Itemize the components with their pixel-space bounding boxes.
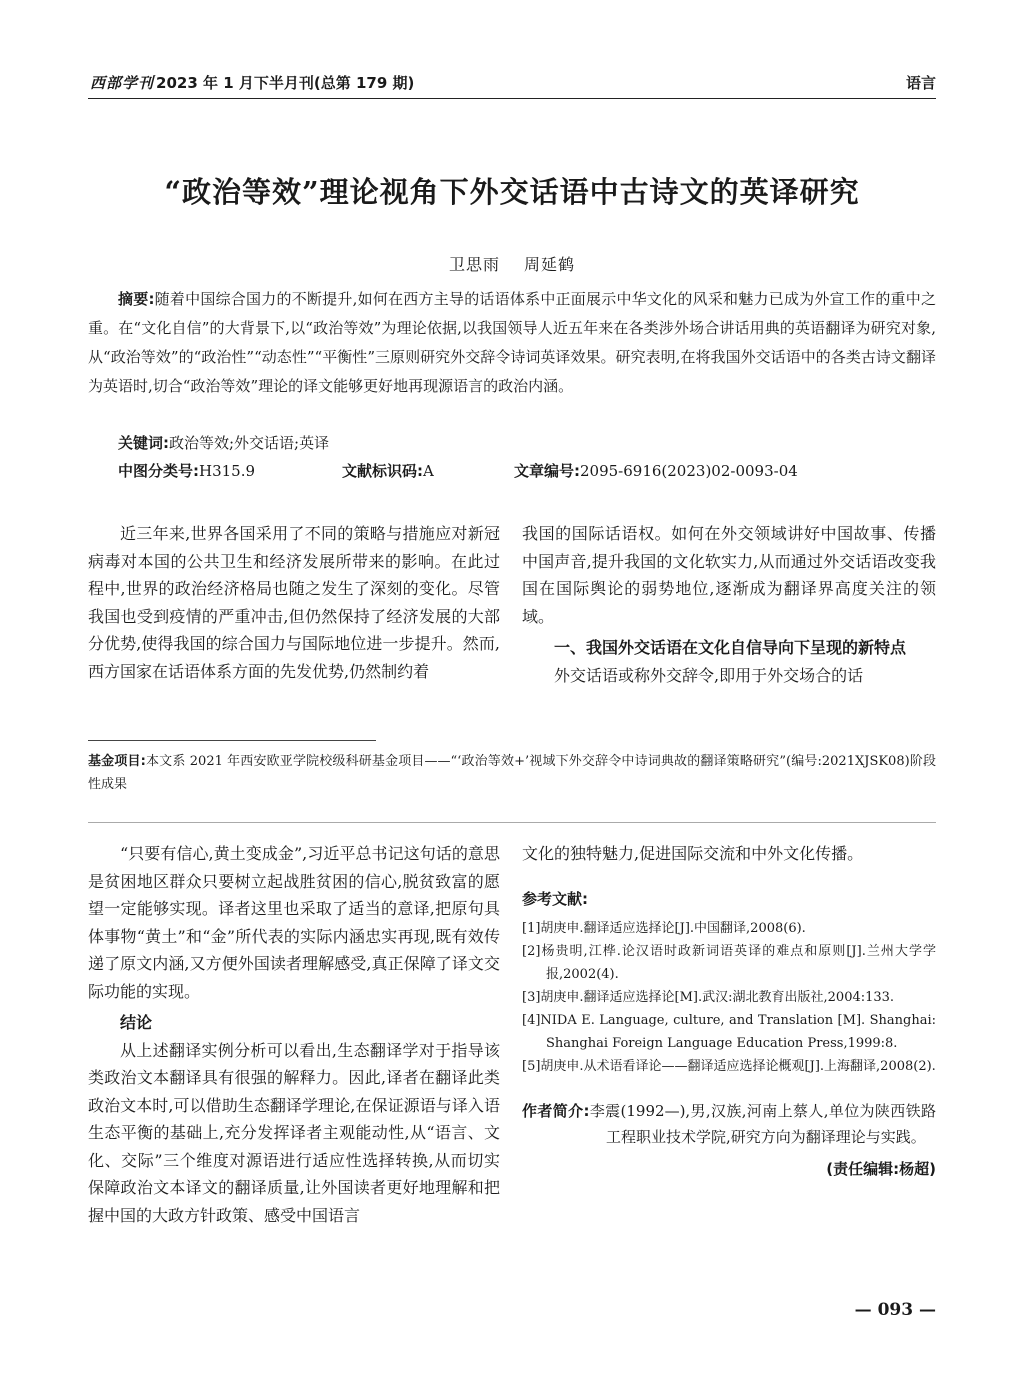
reference-item: [5]胡庚申.从术语看译论——翻译适应选择论概观[J].上海翻译,2008(2). [522,1059,936,1074]
author-bio-text: 李震(1992—),男,汉族,河南上蔡人,单位为陕西铁路工程职业技术学院,研究方向为翻译理论与实践。 [589,1102,937,1146]
article-authors: 卫思雨 周延鹤 [448,255,576,274]
lower-left-column [88,840,500,1229]
conclusion-paragraph: 从上述翻译实例分析可以看出,生态翻译学对于指导该类政治文本翻译具有很强的解释力。因此,译者在翻译此类政治文本时,可以借助生态翻译学理论,在保证源语与译入语生态平衡的基础上,充分发挥译者主观能动性,从“语言、文化、交际”三个维度对源语进行适应性选择转换,从而切实保障政治文本译文的翻译质量,让外国读者更好地理解和把握中国的大政方针政策、感受中国语言 [88,1040,500,1225]
doc-code-label: 文献标识码: [342,462,423,480]
reference-item: [1]胡庚申.翻译适应选择论[J].中国翻译,2008(6). [522,921,806,936]
upper-left-column [88,520,500,685]
issue-info: 2023 年 1 月下半月刊(总第 179 期) [156,74,415,92]
section-1-paragraph: 外交话语或称外交辞令,即用于外交场合的话 [554,665,864,685]
references [522,886,936,1079]
funding-note [88,750,936,796]
clc-code [118,460,255,481]
abstract-label: 摘要: [118,290,155,308]
classification-row [118,460,918,484]
intro-continued-paragraph: 我国的国际话语权。如何在外交领域讲好中国故事、传播中国声音,提升我国的文化软实力,从而通过外交话语改变我国在国际舆论的弱势地位,逐渐成为翻译界高度关注的领域。 [522,524,936,626]
page-number: — 093 — [854,1300,936,1320]
journal-logo: 西部学刊 [90,74,155,92]
section-heading-1: 一、我国外交话语在文化自信导向下呈现的新特点 [554,638,907,657]
author-bio-label: 作者简介: [522,1102,590,1120]
clc-label: 中图分类号: [118,462,199,480]
conclusion-continued-paragraph: 文化的独特魅力,促进国际交流和中外文化传播。 [522,844,864,863]
keywords [118,432,329,453]
intro-paragraph: 近三年来,世界各国采用了不同的策略与措施应对新冠病毒对本国的公共卫生和经济发展所带来的影响。在此过程中,世界的政治经济格局也随之发生了深刻的变化。尽管我国也受到疫情的严重冲击,但仍然保持了经济发展的大部分优势,使得我国的综合国力与国际地位进一步提升。然而,西方国家在话语体系方面的先发优势,仍然制约着 [88,524,500,681]
reference-item: [2]杨贵明,江桦.论汉语时政新词语英译的难点和原则[J].兰州大学学报,2002(4). [522,944,936,982]
keywords-label: 关键词: [118,434,169,452]
section-name: 语言 [905,74,936,92]
abstract-text: 随着中国综合国力的不断提升,如何在西方主导的话语体系中正面展示中华文化的风采和魅力已成为外宣工作的重中之重。在“文化自信”的大背景下,以“政治等效”为理论依据,以我国领导人近五年来在各类涉外场合讲话用典的英语翻译为研究对象,从“政治等效”的“政治性”“动态性”“平衡性”三原则研究外交辞令诗词英译效果。研究表明,在将我国外交话语中的各类古诗文翻译为英语时,切合“政治等效”理论的译文能够更好地再现源语言的政治内涵。 [88,290,936,395]
footnote-rule [88,740,376,741]
conclusion-heading: 结论 [120,1013,153,1032]
responsible-editor: (责任编辑:杨超) [826,1160,936,1178]
doc-code-value: A [423,462,434,480]
lower-right-column [522,840,936,1184]
analysis-paragraph: “只要有信心,黄土变成金”,习近平总书记这句话的意思是贫困地区群众只要树立起战胜贫困的信心,脱贫致富的愿望一定能够实现。译者这里也采取了适当的意译,把原句具体事物“黄土”和“金”所代表的实际内涵忠实再现,既有效传递了原文内涵,又方便外国读者理解感受,真正保障了译文交际功能的实现。 [88,844,500,1001]
reference-item: [4]NIDA E. Language, culture, and Translation [M]. Shanghai: Shanghai Foreign Language Education Press,1999:8. [522,1013,936,1051]
page-break-rule [88,822,936,823]
references-heading: 参考文献: [522,889,588,908]
header-rule [88,98,936,99]
running-header [90,72,936,94]
article-number-value: 2095-6916(2023)02-0093-04 [580,462,798,480]
article-number [514,460,798,481]
keywords-text: 政治等效;外交话语;英译 [169,434,330,452]
article-title: “政治等效”理论视角下外交话语中古诗文的英译研究 [164,175,860,209]
doc-code [342,460,434,481]
upper-right-column [522,520,936,689]
clc-value: H315.9 [199,462,256,480]
header-journal-issue [90,72,414,93]
author-bio [522,1098,936,1150]
funding-label: 基金项目: [88,754,146,769]
abstract [88,285,936,401]
reference-item: [3]胡庚申.翻译适应选择论[M].武汉:湖北教育出版社,2004:133. [522,990,895,1005]
funding-text: 本文系 2021 年西安欧亚学院校级科研基金项目——“‘政治等效+’视域下外交辞令中诗词典故的翻译策略研究”(编号:2021XJSK08)阶段性成果 [88,754,936,792]
article-number-label: 文章编号: [514,462,580,480]
